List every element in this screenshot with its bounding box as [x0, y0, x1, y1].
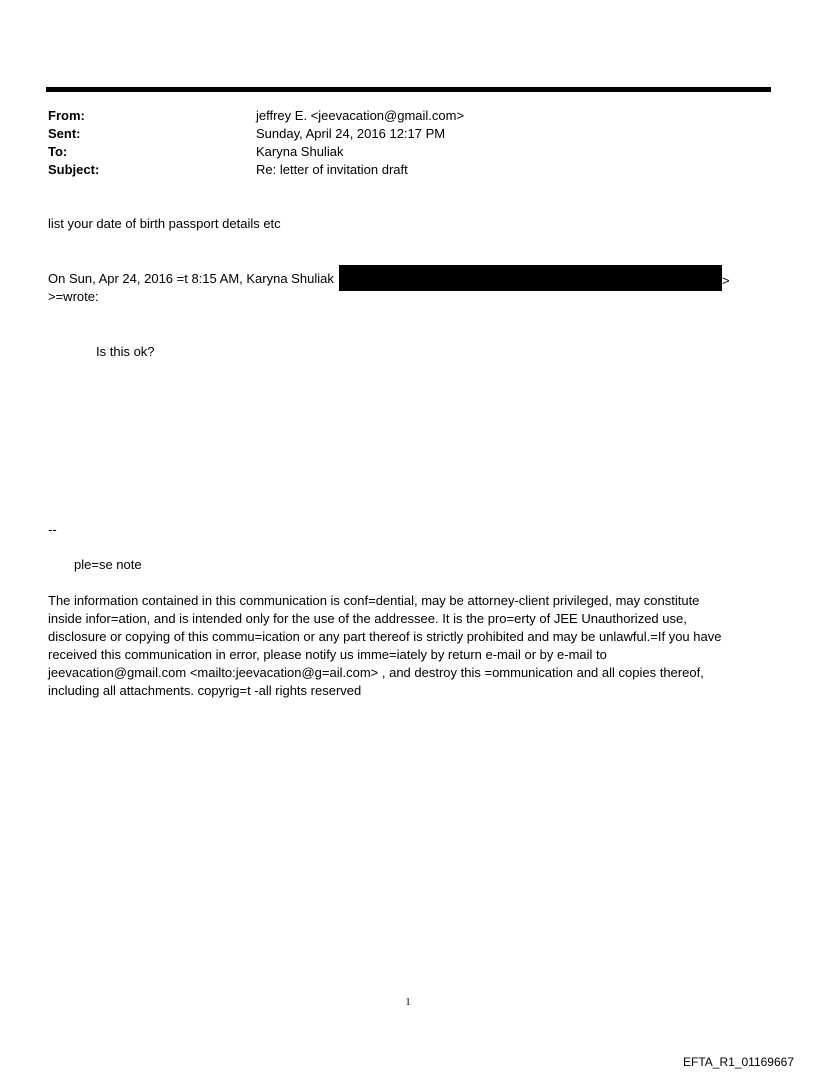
signature-note: ple=se note — [74, 557, 142, 572]
sent-label: Sent: — [48, 126, 81, 141]
quoted-text: Is this ok? — [96, 344, 155, 359]
sent-value: Sunday, April 24, 2016 12:17 PM — [256, 126, 446, 141]
disclaimer-line: inside infor=ation, and is intended only for the use of the addressee. It is the pro=erty of JEE Unauthorized use, — [48, 611, 687, 626]
disclaimer-line: including all attachments. copyrig=t -all rights reserved — [48, 683, 362, 698]
quote-intro-line1: On Sun, Apr 24, 2016 =t 8:15 AM, Karyna Shuliak — [48, 271, 334, 286]
from-label: From: — [48, 108, 85, 123]
document-id: EFTA_R1_01169667 — [683, 1055, 794, 1069]
message-text: list your date of birth passport details etc — [48, 216, 281, 231]
disclaimer-line: The information contained in this communication is conf=dential, may be attorney-client privileged, may constitute — [48, 593, 700, 608]
to-label: To: — [48, 144, 68, 159]
disclaimer-line: disclosure or copying of this commu=ication or any part thereof is strictly prohibited and may be unlawful.=If you have — [48, 629, 722, 644]
page-number: 1 — [405, 996, 411, 1008]
subject-value: Re: letter of invitation draft — [256, 162, 408, 177]
quote-intro-gt: > — [722, 273, 730, 288]
disclaimer-line: received this communication in error, please notify us imme=iately by return e-mail or by e-mail to — [48, 647, 607, 662]
header-rule — [46, 87, 771, 92]
redaction-block — [339, 265, 722, 291]
signature-dashes: -- — [48, 522, 57, 537]
quote-intro-line2: >=wrote: — [48, 289, 99, 304]
to-value: Karyna Shuliak — [256, 144, 344, 159]
subject-label: Subject: — [48, 162, 100, 177]
from-value: jeffrey E. <jeevacation@gmail.com> — [256, 108, 465, 123]
disclaimer-line: jeevacation@gmail.com <mailto:jeevacation@g=ail.com> , and destroy this =ommunication and all copies thereof, — [48, 665, 704, 680]
disclaimer — [48, 592, 768, 700]
